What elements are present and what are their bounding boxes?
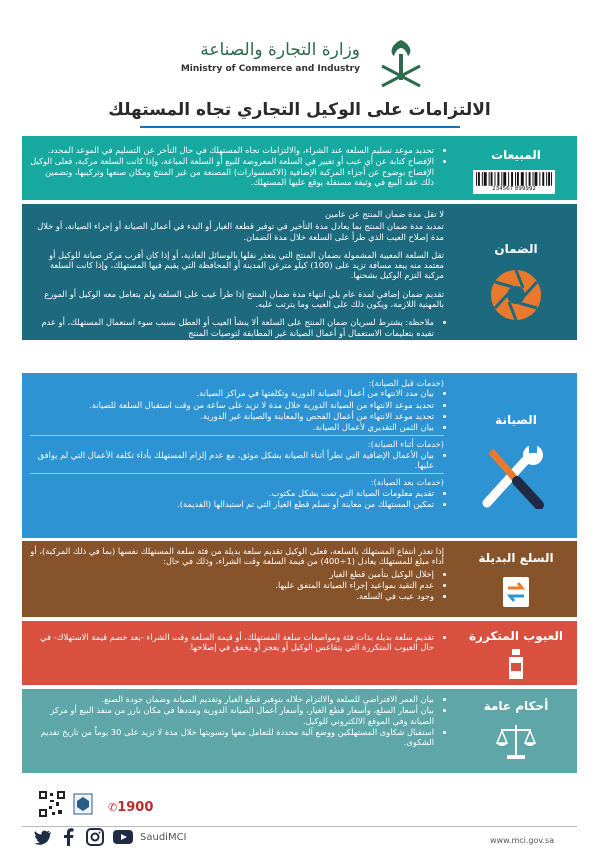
qr-code-icon	[38, 790, 66, 818]
section-warranty	[22, 204, 577, 340]
ministry-name-ar: وزارة التجارة والصناعة	[200, 40, 360, 60]
swap-arrows-icon	[503, 577, 529, 607]
ministry-logo	[170, 36, 430, 96]
list-item: • بيان الثمن التقديري لأعمال الصيانة.	[30, 422, 434, 432]
footer-divider	[22, 826, 577, 827]
general-side	[455, 689, 577, 773]
section-replacement	[22, 541, 577, 617]
section-maintenance	[22, 373, 577, 538]
section-title: الصيانة	[495, 413, 537, 427]
list-item: • استقبال شكاوى المستهلكين ووضع آلية محددة للتعامل معها وتسويتها خلال مدة لا تزيد على 30 يوماً من تاريخ تقديم الشكوى.	[30, 727, 434, 748]
instagram-icon[interactable]	[86, 828, 104, 846]
title-underline	[140, 126, 460, 128]
sales-side	[455, 136, 577, 200]
list-item: • تمكين المستهلك من معاينة أو تسلم قطع الغيار التي تم استبدالها (القديمة).	[30, 499, 434, 509]
hotline-number: ✆1900	[108, 800, 154, 815]
consumer-protection-logo-icon	[72, 792, 94, 816]
barcode-icon	[473, 170, 555, 194]
paragraph: تمديد مدة ضمان المنتج بما يعادل مدة التأخير في توفير قطعة الغيار أو البدء في أعمال الصيانة أو إجراء الصيانة، أو خلال مدة إصلاح العيب الذي طرأ على السلعة خلال مدة الضمان.	[37, 221, 444, 242]
section-defects	[22, 621, 577, 685]
facebook-icon[interactable]	[60, 828, 78, 846]
aperture-icon	[489, 268, 543, 322]
bottle-icon	[505, 649, 527, 681]
paragraph: لا تقل مدة ضمان المنتج عن عامين	[325, 209, 444, 219]
defects-side	[455, 621, 577, 685]
sub-heading: (خدمات قبل الصيانة):	[368, 378, 444, 388]
list-item: • بيان الأعمال الإضافية التي تطرأ أثناء الصيانة بشكل موثق، مع عدم إلزام المستهلك بأداء تكلفة الأعمال التي لم يوافق عليها.	[30, 450, 434, 471]
list-item: • تقديم معلومات الصيانة التي تمت بشكل مكتوب.	[30, 488, 434, 498]
section-title: السلع البديلة	[478, 551, 554, 565]
saudi-emblem-icon	[372, 36, 430, 94]
maintenance-side	[455, 373, 577, 538]
list-item: • الإفصاح كتابة عن أي عيب أو تغيير في السلعة المعروضة للبيع أو السلعة المباعة، وإذا كانت السلعة مركبة، فعلى الوكيل الإفصاح بوضوح عن أجزاء المركبة الإضافية (الاكسسوارات) المصنعة من غير المنتج ومكان صنعها وتركيبها، وتضمين ذلك عقد البيع في وثيقة مستقلة يوقع عليها المستهلك.	[30, 156, 434, 187]
page-title: الالتزامات على الوكيل التجاري تجاه المستهلك	[108, 100, 491, 120]
social-handle[interactable]: SaudiMCI	[140, 832, 187, 843]
list-item: • تقديم سلعة بديلة بذات فئة ومواصفات سلعة المستهلك، أو قيمة السلعة وقت الشراء -بعد خصم قيمة الاستهلاك- في حال العيوب المتكررة التي يتقاعس الوكيل أو يعجز أو يخفق في إصلاحها.	[30, 632, 434, 653]
note-item: • ملاحظة: يشترط لسريان ضمان المنتج على السلعة ألا ينشأ العيب أو العطل بسبب سوء استعمال المستهلك، أو عدم تقيده بتعليمات الاستعمال أو أعمال الصيانة غير المطابقة لتوصيات المنتج	[30, 317, 434, 338]
warranty-text	[22, 204, 452, 340]
maintenance-text	[22, 373, 452, 538]
paragraph: إذا تعذر انتفاع المستهلك بالسلعة، فعلى الوكيل تقديم سلعة بديلة من فئة سلعة المستهلك نفسها (بما في ذلك المركبة)، أو أداء مبلغ للمستهلك يعادل (1÷400) من قيمة السلعة وقت الشراء، وذلك في حال:	[30, 546, 444, 567]
section-title: الضمان	[494, 242, 538, 256]
sub-heading: (خدمات أثناء الصيانة):	[367, 439, 444, 450]
list-item: • بيان مدد الانتهاء من أعمال الصيانة الدورية وتكلفتها في مراكز الصيانة.	[30, 388, 434, 398]
list-item: • إخلال الوكيل بتأمين قطع الغيار	[30, 569, 434, 579]
section-general	[22, 689, 577, 773]
defects-text	[22, 627, 452, 685]
sales-text	[22, 140, 452, 200]
list-item: • بيان العمر الافتراضي للسلعة والالتزام خلاله بتوفير قطع الغيار وتقديم الصيانة وضمان جودة الصنع.	[30, 694, 434, 704]
website-link[interactable]: www.mci.gov.sa	[490, 836, 555, 845]
twitter-icon[interactable]	[34, 828, 52, 846]
list-item: • تحديد موعد الانتهاء من الصيانة الدورية خلال مدة لا تزيد على ساعة من وقت استقبال السلعة للصيانة.	[30, 400, 434, 410]
list-item: • تحديد موعد تسليم السلعة عند الشراء، والالتزامات تجاه المستهلك في حال التأخر عن التسليم في الموعد المحدد.	[30, 145, 434, 155]
replacement-side	[455, 541, 577, 617]
general-text	[22, 689, 452, 773]
barcode-number: 234567 899992	[492, 186, 536, 192]
sub-heading: (خدمات بعد الصيانة):	[370, 477, 444, 488]
scales-of-justice-icon	[495, 721, 537, 761]
list-item: • تحديد موعد الانتهاء من أعمال الفحص والمعاينة والصيانة غير الدورية.	[30, 411, 434, 421]
youtube-icon[interactable]	[112, 828, 134, 846]
list-item: • عدم التقيد بمواعيد إجراء الصيانة المتفق عليها.	[30, 580, 434, 590]
section-title: العيوب المتكررة	[468, 629, 564, 643]
paragraph: تقل السلعة المعيبة المشمولة بضمان المنتج التي يتعذر نقلها بالوسائل العادية، أو إذا كان أقرب مركز صيانة للوكيل أو معتمد منه يبعد مسافة تزيد على (100) كيلو مترعن المدينة أو المحافظة التي يقيم فيها المستهلك، وإذا كانت السلعة مركبة التزم الوكيل بشحنها.	[49, 249, 444, 281]
replacement-text	[22, 541, 452, 617]
section-title: أحكام عامة	[483, 699, 549, 713]
list-item: • وجود عيب في السلعة.	[30, 591, 434, 601]
tools-icon	[481, 443, 551, 509]
section-title: المبيعات	[491, 148, 541, 162]
ministry-name-en: Ministry of Commerce and Industry	[180, 64, 360, 74]
list-item: • بيان أسعار السلع، وأسعار قطع الغيار، وأسعار أعمال الصيانة الدورية ومددها في مكان بارز من منفذ البيع أو مركز الصيانة وفي الموقع الالكتروني للوكيل.	[30, 705, 434, 726]
section-sales	[22, 136, 577, 200]
warranty-side	[455, 204, 577, 340]
phone-icon: ✆	[108, 801, 118, 814]
paragraph: تقديم ضمان إضافي لمدة عام يلي انتهاء مدة ضمان المنتج إذا طرأ عيب على السلعة ولم يتعامل معه الوكيل أو الموزع بالمهنية اللازمة، ويكون ذلك على العيب وما يترتب عليه.	[44, 288, 444, 310]
